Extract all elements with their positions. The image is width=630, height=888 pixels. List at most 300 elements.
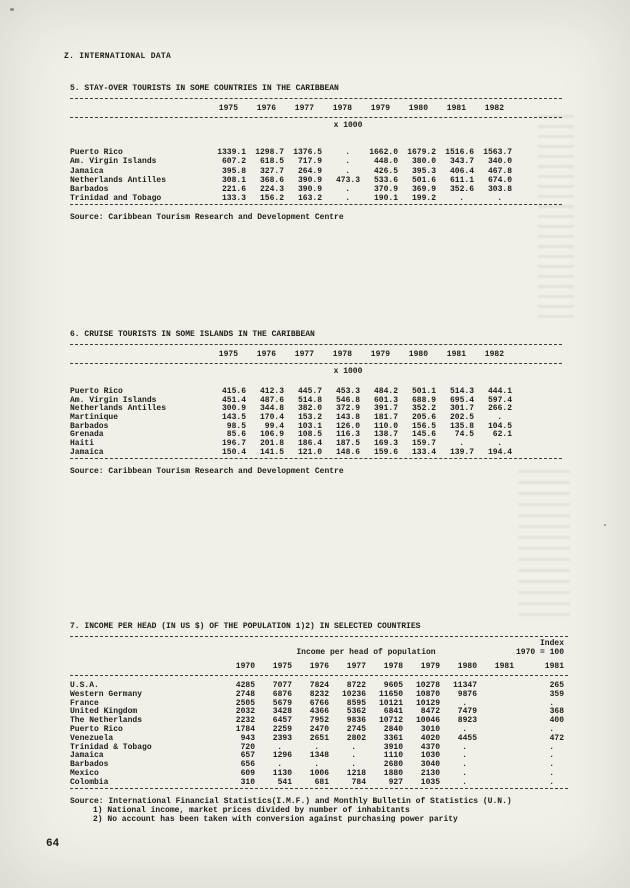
value-cell: . — [345, 185, 350, 195]
year-header-cell: 1979 — [420, 662, 440, 671]
value-cell: 1298.7 — [255, 148, 284, 157]
value-cell: 5679 — [272, 698, 292, 708]
year-header-cell: 1982 — [484, 104, 504, 113]
row-label: The Netherlands — [70, 716, 143, 726]
value-cell: 187.5 — [335, 439, 360, 449]
row-label: Jamaica — [70, 166, 104, 176]
value-cell: 501.6 — [411, 175, 436, 185]
table-title: 7. INCOME PER HEAD (IN US $) OF THE POPULATION 1)2) IN SELECTED COUNTRIES — [70, 622, 421, 631]
value-cell: . — [351, 742, 356, 752]
value-cell: 3040 — [420, 760, 440, 770]
value-cell: 1006 — [309, 768, 329, 778]
value-cell: 340.0 — [487, 157, 512, 167]
value-cell: 8722 — [346, 681, 366, 690]
value-cell: 611.1 — [449, 175, 474, 185]
value-cell: 303.8 — [487, 185, 512, 195]
table-row — [70, 176, 562, 185]
value-cell: 784 — [351, 777, 366, 787]
value-cell: 8472 — [420, 707, 440, 717]
value-cell: 221.6 — [221, 185, 246, 195]
value-cell: 143.8 — [335, 413, 360, 423]
index-cell: 368 — [549, 707, 564, 717]
value-cell: 514.3 — [449, 387, 474, 396]
value-cell: 310 — [240, 777, 255, 787]
value-cell: 368.6 — [259, 175, 284, 185]
value-cell: 99.4 — [264, 421, 284, 431]
year-header-cell: 1975 — [272, 662, 292, 671]
value-cell: 390.9 — [297, 185, 322, 195]
year-header-cell: 1970 — [235, 662, 255, 671]
value-cell: 159.6 — [373, 447, 398, 457]
value-cell: 444.1 — [487, 387, 512, 396]
value-cell: 8923 — [457, 716, 477, 726]
value-cell: . — [351, 751, 356, 761]
value-cell: 108.5 — [297, 430, 322, 440]
year-header-row — [70, 662, 568, 671]
year-header-cell: 1980 — [457, 662, 477, 671]
year-header-cell: 1980 — [408, 104, 428, 113]
value-cell: 194.4 — [487, 447, 512, 457]
value-cell: 10121 — [378, 698, 403, 708]
value-cell: 1030 — [420, 751, 440, 761]
value-cell: 2748 — [235, 689, 255, 699]
value-cell: 352.2 — [411, 404, 436, 414]
value-cell: 1662.0 — [369, 148, 398, 157]
value-cell: 4285 — [235, 681, 255, 690]
value-cell: 484.2 — [373, 387, 398, 396]
table-title: 6. CRUISE TOURISTS IN SOME ISLANDS IN THE CARIBBEAN — [70, 330, 315, 339]
value-cell: 148.6 — [335, 447, 360, 457]
value-cell: 2651 — [309, 733, 329, 743]
row-label: Venezuela — [70, 733, 114, 743]
dashed-rule — [70, 363, 562, 364]
value-cell: 5362 — [346, 707, 366, 717]
value-cell: 607.2 — [221, 157, 246, 167]
value-cell: 150.4 — [221, 447, 246, 457]
value-cell: 1784 — [235, 724, 255, 734]
value-cell: 6457 — [272, 716, 292, 726]
value-cell: 656 — [240, 760, 255, 770]
unit-label: x 1000 — [333, 121, 363, 130]
value-cell: . — [497, 413, 502, 423]
value-cell: 2130 — [420, 768, 440, 778]
value-cell: 3910 — [383, 742, 403, 752]
index-cell: . — [549, 768, 554, 778]
year-header-cell: 1979 — [370, 104, 390, 113]
value-cell: 163.2 — [297, 194, 322, 204]
row-label: Mexico — [70, 768, 99, 778]
row-label: U.S.A. — [70, 681, 99, 690]
value-cell: 116.3 — [335, 430, 360, 440]
dashed-rule — [70, 344, 562, 345]
year-header-cell: 1975 — [218, 104, 238, 113]
value-cell: 3361 — [383, 733, 403, 743]
value-cell: 1218 — [346, 768, 366, 778]
table-rows — [70, 682, 568, 788]
scan-speck — [604, 524, 606, 526]
year-header-cell: 1981 — [446, 104, 466, 113]
value-cell: . — [277, 742, 282, 752]
table-row — [70, 449, 562, 458]
row-label: Am. Virgin Islands — [70, 395, 157, 405]
footnote: 2) No account has been taken with conversion against purchasing power parity — [93, 814, 458, 824]
value-cell: 9836 — [346, 716, 366, 726]
dashed-rule — [70, 788, 568, 789]
value-cell: 266.2 — [487, 404, 512, 414]
year-header-cell: 1977 — [346, 662, 366, 671]
value-cell: 139.7 — [449, 447, 474, 457]
value-cell: 415.6 — [221, 387, 246, 396]
footnote: 1) National income, market prices divided by number of inhabitants — [93, 805, 410, 815]
value-cell: 7077 — [272, 681, 292, 690]
value-cell: . — [345, 157, 350, 167]
value-cell: 181.7 — [373, 413, 398, 423]
table-row — [70, 752, 568, 761]
value-cell: . — [277, 760, 282, 770]
value-cell: . — [462, 777, 467, 787]
value-cell: 395.3 — [411, 166, 436, 176]
value-cell: 1376.5 — [293, 148, 322, 157]
value-cell: 533.6 — [373, 175, 398, 185]
value-cell: 927 — [388, 777, 403, 787]
year-header-cell: 1978 — [332, 350, 352, 359]
value-cell: 546.8 — [335, 395, 360, 405]
value-cell: 3010 — [420, 724, 440, 734]
table-row — [70, 157, 562, 166]
value-cell: 541 — [277, 777, 292, 787]
value-cell: 301.7 — [449, 404, 474, 414]
value-cell: 7824 — [309, 681, 329, 690]
value-cell: 473.3 — [335, 175, 360, 185]
value-cell: 126.0 — [335, 421, 360, 431]
value-cell: 4455 — [457, 733, 477, 743]
value-cell: 390.9 — [297, 175, 322, 185]
value-cell: 451.4 — [221, 395, 246, 405]
year-header-cell: 1976 — [309, 662, 329, 671]
value-cell: . — [459, 439, 464, 449]
value-cell: 344.8 — [259, 404, 284, 414]
dashed-rule — [70, 117, 562, 118]
year-header-cell: 1975 — [218, 350, 238, 359]
row-label: Netherlands Antilles — [70, 175, 167, 185]
unit-row — [70, 121, 562, 130]
index-cell: 265 — [549, 681, 564, 690]
value-cell: . — [345, 166, 350, 176]
value-cell: 380.0 — [411, 157, 436, 167]
value-cell: 2470 — [309, 724, 329, 734]
value-cell: 2505 — [235, 698, 255, 708]
value-cell: 681 — [314, 777, 329, 787]
value-cell: 601.3 — [373, 395, 398, 405]
value-cell: 372.9 — [335, 404, 360, 414]
row-label: Trinidad & Tobago — [70, 742, 152, 752]
row-label: Netherlands Antilles — [70, 404, 167, 414]
value-cell: . — [351, 760, 356, 770]
index-header-line1: Index — [539, 639, 564, 648]
row-label: Puerto Rico — [70, 724, 123, 734]
value-cell: 2680 — [383, 760, 403, 770]
value-cell: 412.3 — [259, 387, 284, 396]
value-cell: 4020 — [420, 733, 440, 743]
dashed-rule — [70, 204, 562, 205]
source-line: Source: International Financial Statistics(I.M.F.) and Monthly Bulletin of Statistics (U.N.) — [70, 796, 512, 806]
table-row — [70, 167, 562, 176]
value-cell: 121.0 — [297, 447, 322, 457]
table-rows — [70, 388, 562, 458]
value-cell: 308.1 — [221, 175, 246, 185]
value-cell: 7479 — [457, 707, 477, 717]
value-cell: 103.1 — [297, 421, 322, 431]
index-header — [454, 639, 564, 657]
value-cell: 98.5 — [226, 421, 246, 431]
year-header-cell: 1977 — [294, 104, 314, 113]
value-cell: 62.1 — [492, 430, 512, 440]
value-cell: 10278 — [415, 681, 440, 690]
value-cell: 382.0 — [297, 404, 322, 414]
value-cell: 487.6 — [259, 395, 284, 405]
value-cell: . — [459, 194, 464, 204]
value-cell: 196.7 — [221, 439, 246, 449]
value-cell: 85.6 — [226, 430, 246, 440]
value-cell: 695.4 — [449, 395, 474, 405]
value-cell: . — [345, 148, 350, 157]
dashed-rule — [70, 98, 562, 99]
value-cell: 199.2 — [411, 194, 436, 204]
value-cell: 1339.1 — [217, 148, 246, 157]
table-rows — [70, 148, 562, 204]
income-per-head-table — [70, 622, 568, 824]
value-cell: 74.5 — [454, 430, 474, 440]
value-cell: 2259 — [272, 724, 292, 734]
table-row — [70, 194, 562, 203]
value-cell: 2232 — [235, 716, 255, 726]
value-cell: 406.4 — [449, 166, 474, 176]
value-cell: 6876 — [272, 689, 292, 699]
value-cell: 327.7 — [259, 166, 284, 176]
value-cell: . — [497, 194, 502, 204]
value-cell: 138.7 — [373, 430, 398, 440]
value-cell: 426.5 — [373, 166, 398, 176]
year-header-cell: 1978 — [332, 104, 352, 113]
value-cell: . — [462, 698, 467, 708]
year-header-cell: 1976 — [256, 104, 276, 113]
value-cell: 190.1 — [373, 194, 398, 204]
year-header-cell: 1980 — [408, 350, 428, 359]
value-cell: 1563.7 — [483, 148, 512, 157]
unit-label: x 1000 — [333, 367, 363, 376]
value-cell: 143.5 — [221, 413, 246, 423]
value-cell: 159.7 — [411, 439, 436, 449]
index-cell: . — [549, 760, 554, 770]
index-cell: . — [549, 777, 554, 787]
value-cell: 657 — [240, 751, 255, 761]
value-cell: 264.9 — [297, 166, 322, 176]
value-cell: 202.5 — [449, 413, 474, 423]
index-cell: 472 — [549, 733, 564, 743]
value-cell: . — [314, 760, 319, 770]
value-cell: 609 — [240, 768, 255, 778]
value-cell: 453.3 — [335, 387, 360, 396]
row-label: Haiti — [70, 439, 95, 449]
year-header-row — [70, 104, 562, 113]
value-cell: 3428 — [272, 707, 292, 717]
section-header: Z. INTERNATIONAL DATA — [64, 52, 172, 61]
value-cell: 9876 — [457, 689, 477, 699]
value-cell: 106.9 — [259, 430, 284, 440]
row-label: Western Germany — [70, 689, 143, 699]
value-cell: 1110 — [383, 751, 403, 761]
value-cell: 8232 — [309, 689, 329, 699]
page-number: 64 — [46, 838, 60, 850]
row-label: Barbados — [70, 760, 109, 770]
table-row — [70, 779, 568, 788]
value-cell: . — [345, 194, 350, 204]
value-cell: 1130 — [272, 768, 292, 778]
value-cell: 10046 — [415, 716, 440, 726]
dashed-rule — [70, 675, 568, 676]
unit-row — [70, 367, 562, 376]
row-label: Grenada — [70, 430, 104, 440]
value-cell: 133.4 — [411, 447, 436, 457]
value-cell: 156.5 — [411, 421, 436, 431]
index-header-line2: 1970 = 100 — [515, 648, 564, 657]
cruise-tourists-table — [70, 330, 562, 476]
value-cell: 674.0 — [487, 175, 512, 185]
row-label: France — [70, 698, 99, 708]
value-cell: 110.0 — [373, 421, 398, 431]
scan-speck — [10, 8, 14, 11]
year-header-cell: 1978 — [383, 662, 403, 671]
value-cell: . — [462, 768, 467, 778]
value-cell: 1516.6 — [445, 148, 474, 157]
value-cell: 720 — [240, 742, 255, 752]
value-cell: 7952 — [309, 716, 329, 726]
value-cell: 501.1 — [411, 387, 436, 396]
index-cell: 400 — [549, 716, 564, 726]
value-cell: 2745 — [346, 724, 366, 734]
stayover-tourists-table — [70, 84, 562, 222]
value-cell: 1679.2 — [407, 148, 436, 157]
index-cell: 359 — [549, 689, 564, 699]
group-header: Income per head of population — [296, 648, 436, 657]
value-cell: 6841 — [383, 707, 403, 717]
year-header-cell: 1979 — [370, 350, 390, 359]
value-cell: 688.9 — [411, 395, 436, 405]
value-cell: 1880 — [383, 768, 403, 778]
value-cell: 2393 — [272, 733, 292, 743]
row-label: Colombia — [70, 777, 109, 787]
source-line: Source: Caribbean Tourism Research and Development Centre — [70, 212, 344, 222]
value-cell: 2032 — [235, 707, 255, 717]
year-header-row — [70, 350, 562, 359]
value-cell: . — [462, 742, 467, 752]
value-cell: . — [462, 751, 467, 761]
value-cell: 448.0 — [373, 157, 398, 167]
value-cell: 169.3 — [373, 439, 398, 449]
value-cell: 135.8 — [449, 421, 474, 431]
value-cell: 141.5 — [259, 447, 284, 457]
index-year-header-cell: 1981 — [544, 662, 564, 671]
value-cell: . — [462, 724, 467, 734]
value-cell: 156.2 — [259, 194, 284, 204]
value-cell: 2802 — [346, 733, 366, 743]
value-cell: 205.6 — [411, 413, 436, 423]
scan-bleedthrough-marks — [518, 470, 570, 620]
row-label: Puerto Rico — [70, 148, 123, 157]
value-cell: 11650 — [378, 689, 403, 699]
index-cell: . — [549, 751, 554, 761]
value-cell: 943 — [240, 733, 255, 743]
row-label: Jamaica — [70, 447, 104, 457]
row-label: Barbados — [70, 421, 109, 431]
value-cell: 224.3 — [259, 185, 284, 195]
table-subheader — [70, 637, 568, 657]
row-label: United Kingdom — [70, 707, 138, 717]
value-cell: 1296 — [272, 751, 292, 761]
value-cell: 1348 — [309, 751, 329, 761]
value-cell: 11347 — [452, 681, 477, 690]
value-cell: 8595 — [346, 698, 366, 708]
dashed-rule — [70, 458, 562, 459]
value-cell: 10236 — [341, 689, 366, 699]
value-cell: 717.9 — [297, 157, 322, 167]
value-cell: 10870 — [415, 689, 440, 699]
value-cell: 352.6 — [449, 185, 474, 195]
year-header-cell: 1981 — [494, 662, 514, 671]
row-label: Puerto Rico — [70, 387, 123, 396]
value-cell: 343.7 — [449, 157, 474, 167]
index-cell: . — [549, 724, 554, 734]
row-label: Barbados — [70, 185, 109, 195]
value-cell: 10129 — [415, 698, 440, 708]
value-cell: . — [497, 439, 502, 449]
value-cell: 369.9 — [411, 185, 436, 195]
value-cell: 9605 — [383, 681, 403, 690]
index-cell: . — [549, 742, 554, 752]
row-label: Jamaica — [70, 751, 104, 761]
year-header-cell: 1982 — [484, 350, 504, 359]
row-label: Martinique — [70, 413, 119, 423]
year-header-cell: 1981 — [446, 350, 466, 359]
value-cell: 391.7 — [373, 404, 398, 414]
value-cell: 186.4 — [297, 439, 322, 449]
value-cell: 514.8 — [297, 395, 322, 405]
source-line: Source: Caribbean Tourism Research and Development Centre — [70, 466, 344, 476]
value-cell: 10712 — [378, 716, 403, 726]
value-cell: 370.9 — [373, 185, 398, 195]
value-cell: 145.6 — [411, 430, 436, 440]
year-header-cell: 1977 — [294, 350, 314, 359]
value-cell: 201.8 — [259, 439, 284, 449]
value-cell: 445.7 — [297, 387, 322, 396]
value-cell: . — [462, 760, 467, 770]
row-label: Am. Virgin Islands — [70, 157, 157, 167]
year-header-cell: 1976 — [256, 350, 276, 359]
table-row — [70, 148, 562, 157]
value-cell: 170.4 — [259, 413, 284, 423]
row-label: Trinidad and Tobago — [70, 194, 162, 204]
value-cell: 153.2 — [297, 413, 322, 423]
value-cell: 467.8 — [487, 166, 512, 176]
value-cell: 618.5 — [259, 157, 284, 167]
value-cell: 300.9 — [221, 404, 246, 414]
value-cell: . — [314, 742, 319, 752]
value-cell: 597.4 — [487, 395, 512, 405]
value-cell: 104.5 — [487, 421, 512, 431]
table-title: 5. STAY-OVER TOURISTS IN SOME COUNTRIES IN THE CARIBBEAN — [70, 84, 339, 93]
value-cell: 4370 — [420, 742, 440, 752]
value-cell: 395.8 — [221, 166, 246, 176]
